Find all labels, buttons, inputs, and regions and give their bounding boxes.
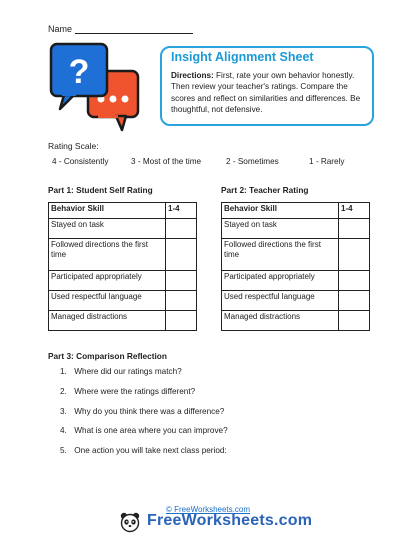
score-cell[interactable] [339, 271, 370, 291]
skill-cell: Managed distractions [49, 311, 166, 331]
question-item: 2. Where were the ratings different? [60, 386, 196, 396]
teacher-rating-table [221, 202, 370, 331]
directions-body: First, rate your own behavior honestly. Then review your teacher's ratings. Compare the scores and reflect on similarities and differences. Be thoughtful, not defensive. [171, 71, 361, 114]
score-cell[interactable] [339, 311, 370, 331]
svg-text:?: ? [68, 53, 90, 91]
column-header-skill: Behavior Skill [222, 203, 339, 219]
name-label: Name [48, 24, 73, 34]
site-logo-text: FreeWorksheets.com [147, 512, 313, 529]
rating-item: 3 - Most of the time [131, 157, 202, 166]
skill-cell: Stayed on task [222, 219, 339, 239]
score-cell[interactable] [339, 219, 370, 239]
rating-item: 4 - Consistently [52, 157, 109, 166]
footer-link[interactable]: © FreeWorksheets.com [166, 505, 250, 514]
rating-item: 2 - Sometimes [226, 157, 279, 166]
question-item: 3. Why do you think there was a difference? [60, 406, 225, 416]
column-header-score: 1-4 [339, 203, 370, 219]
skill-cell: Managed distractions [222, 311, 339, 331]
part1-title: Part 1: Student Self Rating [48, 185, 153, 195]
score-cell[interactable] [166, 219, 197, 239]
skill-cell: Used respectful language [49, 291, 166, 311]
question-item: 5. One action you will take next class period: [60, 446, 227, 456]
reflection-questions [60, 367, 360, 466]
name-field-line[interactable] [75, 33, 193, 34]
score-cell[interactable] [166, 239, 197, 271]
part3-title: Part 3: Comparison Reflection [48, 351, 167, 361]
rating-item: 1 - Rarely [309, 157, 345, 166]
skill-cell: Followed directions the first time [49, 239, 166, 271]
question-item: 1. Where did our ratings match? [60, 367, 182, 376]
chat-bubbles-icon [46, 41, 168, 137]
score-cell[interactable] [166, 291, 197, 311]
score-cell[interactable] [339, 291, 370, 311]
score-cell[interactable] [339, 239, 370, 271]
skill-cell: Used respectful language [222, 291, 339, 311]
question-item: 4. What is one area where you can improve? [60, 426, 228, 436]
column-header-skill: Behavior Skill [49, 203, 166, 219]
student-rating-table [48, 202, 197, 331]
score-cell[interactable] [166, 311, 197, 331]
panda-logo-icon [119, 511, 141, 533]
column-header-score: 1-4 [166, 203, 197, 219]
skill-cell: Participated appropriately [49, 271, 166, 291]
worksheet-title: Insight Alignment Sheet [171, 50, 314, 64]
score-cell[interactable] [166, 271, 197, 291]
part2-title: Part 2: Teacher Rating [221, 185, 309, 195]
directions-text [171, 70, 369, 115]
directions-label: Directions: [171, 71, 214, 80]
rating-scale-title: Rating Scale: [48, 141, 99, 151]
skill-cell: Participated appropriately [222, 271, 339, 291]
skill-cell: Stayed on task [49, 219, 166, 239]
skill-cell: Followed directions the first time [222, 239, 339, 271]
